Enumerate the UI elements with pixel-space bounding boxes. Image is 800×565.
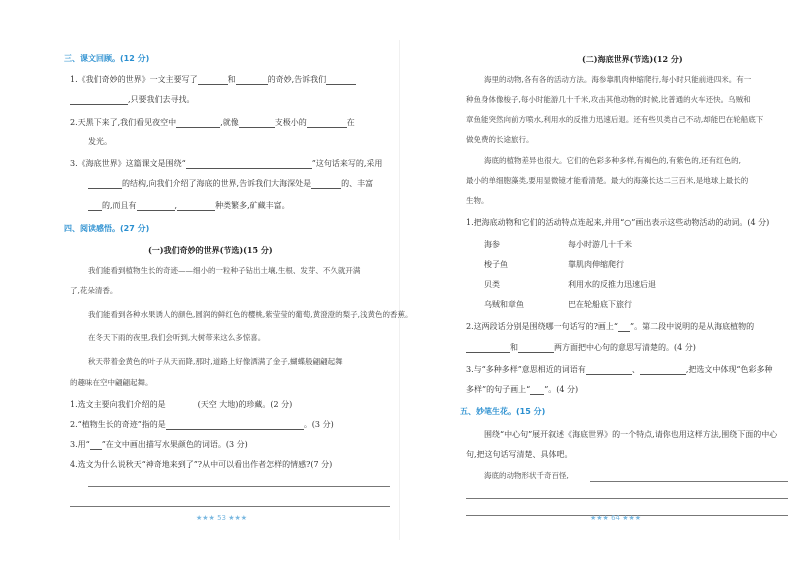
q3-text-d: 的、丰富 bbox=[341, 179, 374, 188]
blank[interactable] bbox=[530, 386, 544, 395]
page-deco: ★★★ bbox=[590, 514, 609, 522]
q1-text-a: 1.《我们奇妙的世界》一文主要写了 bbox=[70, 75, 198, 84]
q3-text-c: ,把选文中体现“色彩多种 bbox=[685, 365, 773, 374]
blank[interactable] bbox=[236, 76, 268, 85]
page-number-right bbox=[590, 514, 641, 522]
blank[interactable] bbox=[239, 119, 275, 128]
match-right-3[interactable]: 巴在轮船底下旅行 bbox=[568, 300, 632, 309]
passage-1-line-3: 我们能看到各种水果诱人的颜色,圆润的鲜红色的樱桃,紫莹莹的葡萄,黄澄澄的梨子,浅黄色的香蕉。 bbox=[88, 310, 413, 319]
writing-prompt-2: 句,把这句话写清楚、具体吧。 bbox=[466, 450, 573, 459]
q3-text-f: , bbox=[174, 201, 178, 210]
q1-text-c: 的奇妙,告诉我们 bbox=[267, 75, 327, 84]
blank[interactable] bbox=[518, 344, 554, 353]
reading-2-q1: 1.把海底动物和它们的活动特点连起来,并用“○”画出表示这些动物活动的动词。(4 分) bbox=[466, 218, 770, 227]
rq2-points: 。(3 分) bbox=[303, 420, 334, 429]
q1-text-d: ,只要我们去寻找。 bbox=[128, 95, 195, 104]
section-4-title: 四、阅读感悟。(27 分) bbox=[64, 224, 150, 233]
match-right-2[interactable]: 利用水的反推力迅速后退 bbox=[568, 280, 656, 289]
page-number: 53 bbox=[217, 514, 226, 522]
passage-2-line-6: 最小的单细胞藻类,要用显微镜才能看清楚。最大的海藻长达二三百米,是地球上最长的 bbox=[466, 176, 749, 185]
q3-text-a: 3.《海底世界》这篇课文是围绕“ bbox=[70, 159, 186, 168]
match-right-0[interactable]: 每小时游几十千米 bbox=[568, 240, 632, 249]
reading-2-q3 bbox=[466, 365, 772, 375]
writing-prompt-1: 围绕“中心句”展开叙述《海底世界》的一个特点,请你也用这样方法,围绕下面的中心 bbox=[484, 430, 778, 439]
match-left-0[interactable]: 海参 bbox=[484, 240, 500, 249]
passage-2-line-1: 海里的动物,各有各的活动方法。海参靠肌肉伸缩爬行,每小时只能前进四米。有一 bbox=[484, 75, 752, 84]
q2-text-b: ”。第二段中说明的是从海底植物的 bbox=[630, 322, 755, 331]
page-deco: ★★★ bbox=[228, 514, 248, 522]
passage-2-line-5: 海底的植物差异也很大。它们的色彩多种多样,有褐色的,有紫色的,还有红色的, bbox=[484, 156, 742, 165]
match-left-1[interactable]: 梭子鱼 bbox=[484, 260, 508, 269]
reading-q2 bbox=[70, 420, 334, 430]
q2-text-d: 两方面把中心句的意思写清楚的。(4 分) bbox=[554, 343, 696, 352]
blank[interactable] bbox=[198, 76, 228, 85]
blank[interactable] bbox=[90, 441, 102, 450]
page-number-left bbox=[196, 514, 247, 522]
answer-line[interactable] bbox=[70, 506, 390, 507]
blank[interactable] bbox=[88, 202, 102, 211]
reading-q3 bbox=[70, 440, 248, 450]
q3-text-b: 、 bbox=[631, 365, 640, 374]
right-page bbox=[400, 0, 800, 565]
q2-text-b: ,就像 bbox=[220, 118, 239, 127]
q3-text-a: 3.与“多种多样”意思相近的词语有 bbox=[466, 365, 586, 374]
section-3-title: 三、课文回顾。(12 分) bbox=[64, 54, 150, 63]
page-deco: ★★★ bbox=[622, 514, 642, 522]
question-3-cont2 bbox=[88, 201, 290, 211]
reading-q1 bbox=[70, 400, 292, 410]
passage-2-line-2: 种鱼身体像梭子,每小时能游几十千米,攻击其他动物的时候,比普通的火车还快。乌贼和 bbox=[466, 95, 751, 104]
q3-text-b: ”这句话来写的,采用 bbox=[311, 159, 383, 168]
blank[interactable] bbox=[326, 76, 356, 85]
q2-text-d: 在 bbox=[346, 118, 355, 127]
reading-q4: 4.选文为什么说秋天“神奇地来到了”?从中可以看出作者怎样的情感?(7 分) bbox=[70, 460, 333, 469]
q2-text-c: 和 bbox=[510, 343, 518, 352]
q2-text-c: 支极小的 bbox=[274, 118, 307, 127]
answer-line[interactable] bbox=[88, 486, 390, 487]
page-number: 64 bbox=[611, 514, 620, 522]
blank[interactable] bbox=[307, 119, 347, 128]
match-left-3[interactable]: 乌贼和章鱼 bbox=[484, 300, 524, 309]
q3-text-e: ”。(4 分) bbox=[544, 385, 579, 394]
rq1-text: 1.选文主要向我们介绍的是 bbox=[70, 400, 166, 409]
question-3-cont bbox=[88, 179, 373, 189]
passage-1-line-6: 的趣味在空中翩翩起舞。 bbox=[70, 378, 153, 387]
blank[interactable] bbox=[186, 160, 312, 169]
question-1 bbox=[70, 75, 356, 85]
question-1-cont bbox=[70, 95, 195, 105]
q3-text-g: 种类繁多,矿藏丰富。 bbox=[215, 201, 290, 210]
blank[interactable] bbox=[88, 180, 122, 189]
passage-1-line-2: 了,花朵清香。 bbox=[70, 286, 118, 295]
q2-text-a: 2.天黑下来了,我们看见夜空中 bbox=[70, 118, 177, 127]
reading-2-title: (二)海底世界(节选)(12 分) bbox=[582, 54, 683, 64]
q3-text-c: 的结构,向我们介绍了海底的世界,告诉我们大海深处是 bbox=[122, 179, 312, 188]
rq2-text: 2.“植物生长的奇迹”指的是 bbox=[70, 420, 166, 429]
section-5-title: 五、妙笔生花。(15 分) bbox=[460, 407, 546, 416]
blank[interactable] bbox=[586, 366, 632, 375]
passage-1-line-4: 在冬天下雨的夜里,我们会听到,大树带来这么多惊喜。 bbox=[88, 333, 266, 342]
answer-line[interactable] bbox=[466, 498, 788, 499]
passage-2-line-4: 做免费的长途旅行。 bbox=[466, 135, 534, 144]
passage-2-line-3: 章鱼能突然向前方喷水,利用水的反推力迅速后退。还有些贝类自己不动,却能巴在轮船底下 bbox=[466, 115, 764, 124]
page-deco: ★★★ bbox=[196, 514, 215, 522]
reading-2-q2-cont bbox=[466, 343, 696, 353]
blank[interactable] bbox=[137, 202, 175, 211]
reading-2-q2 bbox=[466, 322, 754, 332]
rq3-text-a: 3.用“ bbox=[70, 440, 90, 449]
blank[interactable] bbox=[466, 344, 510, 353]
passage-1-line-1: 我们能看到植物生长的奇迹——细小的一粒种子钻出土壤,生根、发芽、不久就开满 bbox=[88, 266, 361, 275]
question-2 bbox=[70, 118, 355, 128]
blank[interactable] bbox=[174, 201, 215, 211]
blank[interactable] bbox=[618, 323, 630, 332]
passage-2-line-7: 生物。 bbox=[466, 196, 489, 205]
blank[interactable] bbox=[640, 366, 686, 375]
blank[interactable] bbox=[70, 96, 128, 105]
q1-text-b: 和 bbox=[227, 75, 236, 84]
reading-1-title: (一)我们奇妙的世界(节选)(15 分) bbox=[148, 245, 273, 255]
match-right-1[interactable]: 靠肌肉伸缩爬行 bbox=[568, 260, 624, 269]
blank[interactable] bbox=[176, 119, 220, 128]
rq3-text-b: ”在文中画出描写水果颜色的词语。(3 分) bbox=[101, 440, 248, 449]
reading-2-q3-cont bbox=[466, 385, 578, 395]
question-2-cont: 发光。 bbox=[88, 137, 112, 146]
blank[interactable] bbox=[311, 180, 341, 189]
rq1-options: (天空 大地)的珍藏。(2 分) bbox=[197, 400, 293, 409]
writing-start: 海底的动物形状千奇百怪, bbox=[484, 471, 569, 480]
q3-text-e: 的,而且有 bbox=[102, 201, 137, 210]
q2-text-a: 2.这两段话分别是围绕哪一句话写的?画上“ bbox=[466, 322, 619, 331]
blank[interactable] bbox=[166, 421, 304, 430]
answer-line[interactable] bbox=[590, 481, 788, 482]
q3-text-d: 多样”的句子画上“ bbox=[466, 385, 531, 394]
question-3 bbox=[70, 159, 382, 169]
passage-1-line-5: 秋天带着金黄色的叶子从天而降,那时,道路上好像洒满了金子,蝴蝶般翩翩起舞 bbox=[88, 357, 343, 366]
match-left-2[interactable]: 贝类 bbox=[484, 280, 500, 289]
